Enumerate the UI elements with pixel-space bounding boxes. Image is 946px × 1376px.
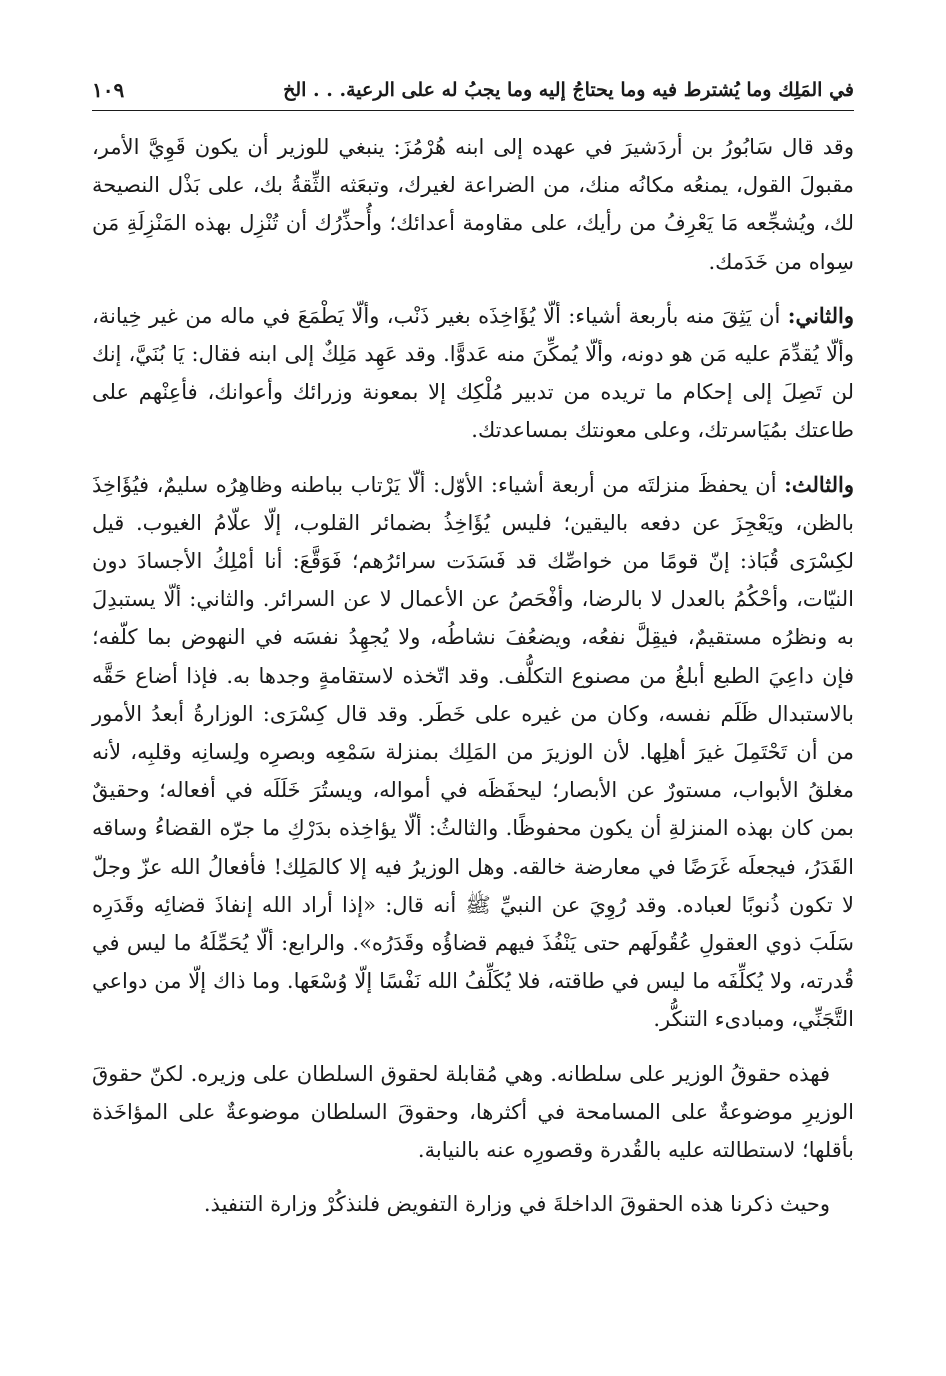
paragraph	[92, 297, 854, 450]
paragraph	[92, 128, 854, 281]
paragraph-lead: والثالث:	[784, 471, 854, 497]
paragraph-text: أن يحفظَ منزلتَه من أربعة أشياء: الأوّل: ألّا يَرْتاب بباطنه وظاهِرُه سليمٌ، فيُؤَاخِذَ بالظن، ويَعْجِزَ عن دفعه باليقين؛ فليس يُؤَاخِذُ بضمائر القلوب، إلّا علّامُ الغيوب. قيل لكِسْرَى قُبَاذ: إنّ قومًا من خواصِّك قد فَسَدَت سرائرُهم؛ فَوَقَّعَ: أنا أمْلِكُ الأجسادَ دون النيّات، وأحْكُمُ بالعدل لا بالرضا، وأفْحَصُ عن الأعمال لا عن السرائر. والثاني: ألّا يستبدِلَ به ونظرُه مستقيمٌ، فيقِلَّ نفعُه، ويضعُفَ نشاطُه، ولا يُجهِدُ نفسَه في النهوض بما كلّفه؛ فإن داعِيَ الطبع أبلغُ من مصنوع التكلُّف. وقد اتّخذه لاستقامةٍ وجدها به. فإذا أضاع حَقَّه بالاستبدال ظَلَم نفسه، وكان من غيره على خَطَر. وقد قال كِسْرَى: الوزارةُ أبعدُ الأمور من أن تَحْتَمِلَ غيرَ أهلِها. لأن الوزيرَ من المَلِك بمنزلة سَمْعِه وبصرِه ولِسانِه وقلبِه، لأنه مغلقُ الأبواب، مستورٌ عن الأبصار؛ ليحفَظَه في أمواله، ويستُرَ خَلَلَه في أفعاله؛ وحقيقٌ بمن كان بهذه المنزلةِ أن يكون محفوظًا. والثالثُ: ألّا يؤاخِذه بدَرْكِ ما جرّه القضاءُ وساقه القَدَرُ، فيجعلَه غَرَضًا في معارضة خالقه. وهل الوزيرُ فيه إلا كالمَلِك! فأفعالُ الله عزّ وجلّ لا تكون ذُنوبًا لعباده. وقد رُوِيَ عن النبيِّ ﷺ أنه قال: «إذا أراد الله إنفاذَ قضائِه وقَدَرِه سَلَبَ ذوي العقولِ عُقُولَهم حتى يَنْفُذَ فيهم قضاؤُه وقَدَرُه». والرابع: ألّا يُحَمِّلَهُ ما ليس في قُدرته، ولا يُكلِّفَه ما ليس في طاقته، فلا يُكَلِّفُ الله نَفْسًا إلّا وُسْعَها. وما ذاك إلّا من دواعي التَّجَنِّي، ومبادىء التنكُّر.	[92, 472, 854, 1032]
body-text	[92, 128, 854, 1223]
paragraph-gap	[92, 450, 854, 466]
header-rule	[92, 110, 854, 111]
paragraph-text: فهذه حقوقُ الوزير على سلطانه. وهي مُقابلة لحقوق السلطان على وزيره. لكنّ حقوقَ الوزيرِ موضوعةٌ على المسامحة في أكثرها، وحقوقَ السلطان موضوعةٌ على المؤاخَذة بأقلها؛ لاستطالته عليه بالقُدرة وقصورِه عنه بالنيابة.	[92, 1061, 854, 1163]
paragraph-text: أن يَثِقَ منه بأربعة أشياء: ألّا يُؤَاخِذَه بغير ذَنْب، وألّا يَطْمَعَ في ماله من غير خِيانة، وألّا يُقدِّمَ عليه مَن هو دونه، وألّا يُمكِّنَ منه عَدوًّا. وقد عَهِد مَلِكٌ إلى ابنه فقال: يَا بُنَيَّ، إنك لن تَصِلَ إلى إحكام ما تريده من تدبير مُلْكِك إلا بمعونة وزرائك وأعوانك، فأعِنْهم على طاعتك بمُيَاسرتك، وعلى معونتك بمساعدتك.	[92, 303, 854, 443]
paragraph-text: وحيث ذكرنا هذه الحقوقَ الداخلةَ في وزارة التفويض فلنذكُرْ وزارة التنفيذ.	[203, 1192, 830, 1217]
paragraph-text: وقد قال سَابُورُ بن أردَشيرَ في عهده إلى ابنه هُرْمُزَ: ينبغي للوزير أن يكون قَوِيَّ الأمر، مقبولَ القول، يمنعُه مكانُه منك، من الضراعة لغيرك، وتبعَثه الثِّقةُ بك، على بَذْل النصيحة لك، ويُشجِّعه مَا يَعْرِفُ من رأيك، على مقاومة أعدائك؛ وأُحذِّرُك أن تُنْزِل بهذه المَنْزِلَةِ مَن سِواه من خَدَمك.	[92, 135, 854, 274]
paragraph-gap	[92, 281, 854, 297]
page-header	[92, 70, 854, 110]
paragraph	[92, 466, 854, 1039]
page-number: ١٠٩	[92, 78, 125, 102]
paragraph	[92, 1055, 854, 1170]
paragraph-lead: والثاني:	[787, 302, 854, 328]
paragraph	[92, 1185, 854, 1223]
running-title: في المَلِك وما يُشترط فيه وما يحتاجُ إليه وما يجبُ له على الرعية. . . الخ	[283, 79, 854, 101]
paragraph-gap	[92, 1039, 854, 1055]
paragraph-gap	[92, 1169, 854, 1185]
